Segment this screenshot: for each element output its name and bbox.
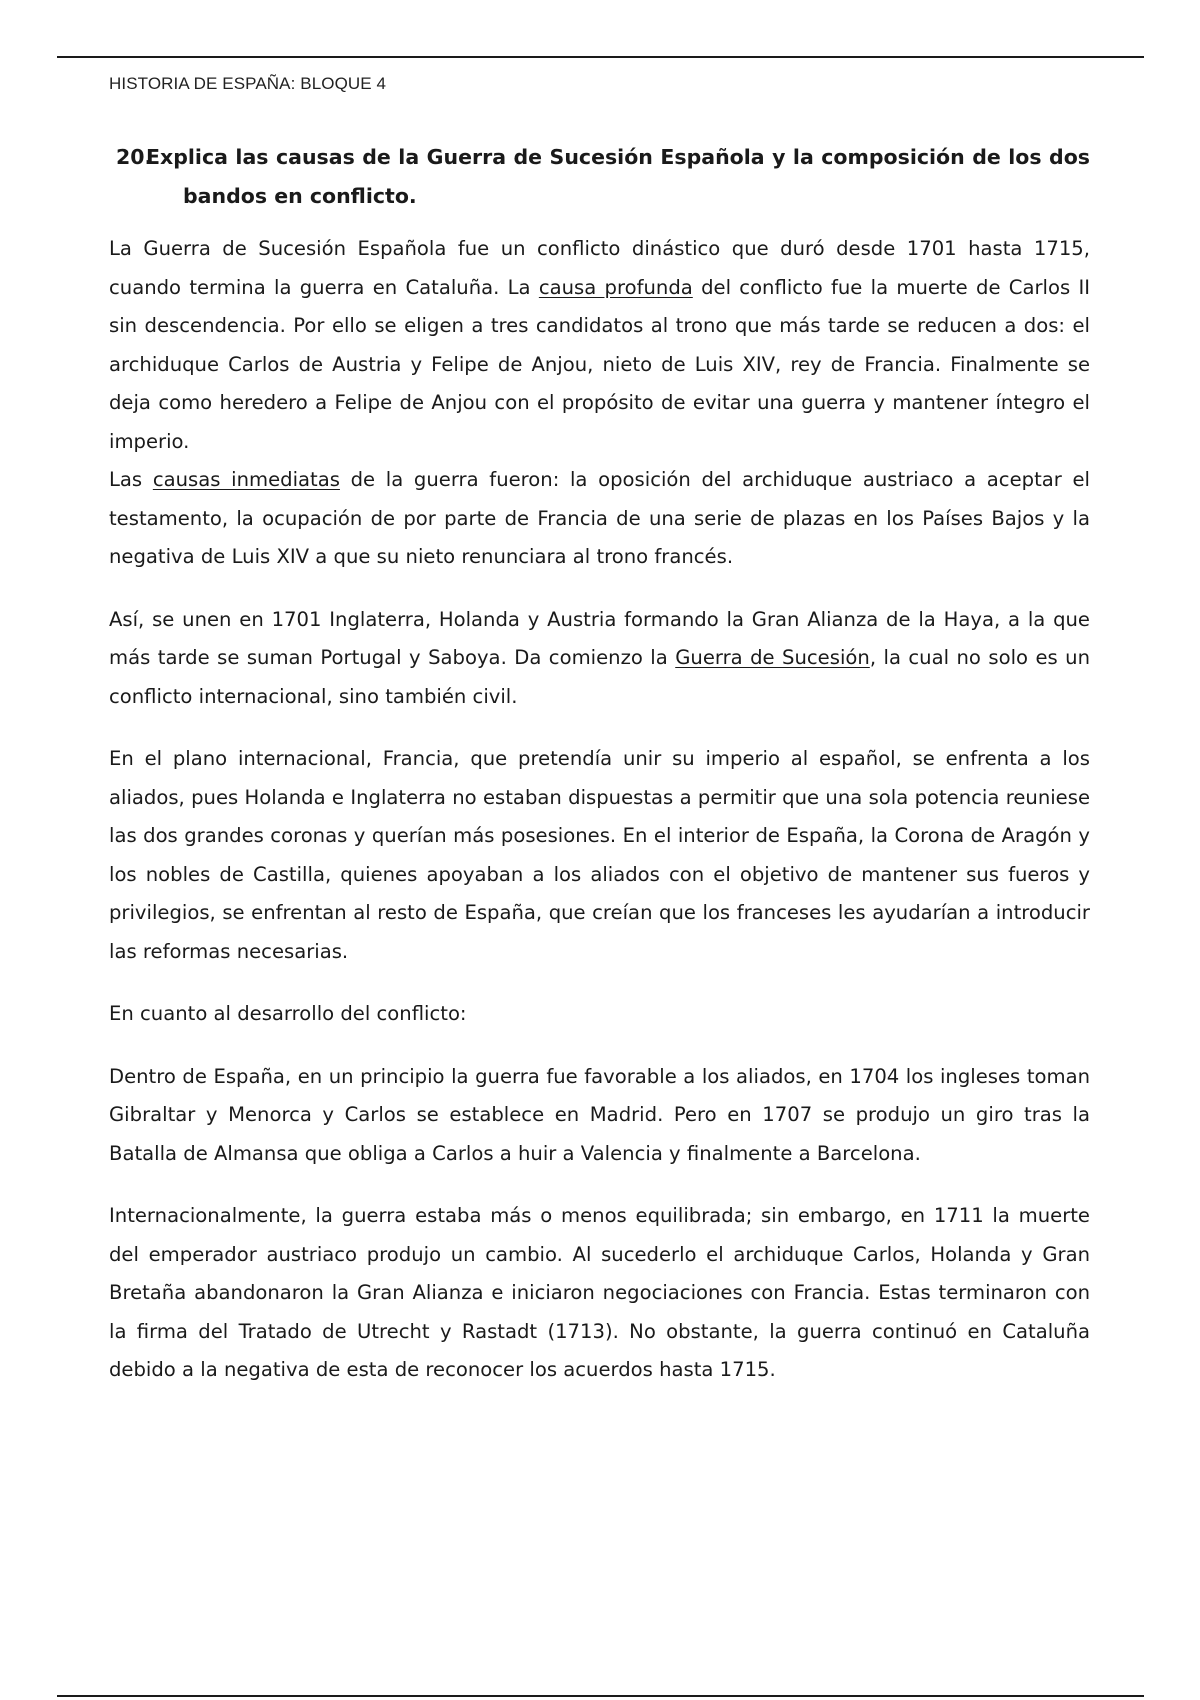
question-heading xyxy=(109,138,1090,216)
footer-rule xyxy=(57,1695,1144,1697)
running-header: HISTORIA DE ESPAÑA: BLOQUE 4 xyxy=(109,74,387,93)
question-text: Explica las causas de la Guerra de Sucesión Española y la composición de los dos bandos en conflicto. xyxy=(146,145,1090,208)
paragraph-gran-alianza: Así, se unen en 1701 Inglaterra, Holanda y Austria formando la Gran Alianza de la Haya, a la que más tarde se suman Portugal y Saboya. Da comienzo la Guerra de Sucesión, la cual no solo es un conflicto internacional, sino también civil. xyxy=(109,607,1091,708)
paragraph-causas-inmediatas: Las causas inmediatas de la guerra fueron: la oposición del archiduque austriaco a aceptar el testamento, la ocupación de por parte de Francia de una serie de plazas en los Países Bajos y la negativa de Luis XIV a que su nieto renunciara al trono francés. xyxy=(109,468,1090,568)
paragraph-plano-internacional: En el plano internacional, Francia, que pretendía unir su imperio al español, se enfrenta a los aliados, pues Holanda e Inglaterra no estaban dispuestas a permitir que una sola potencia reuniese las dos grandes coronas y querían más posesiones. En el interior de España, la Corona de Aragón y los nobles de Castilla, quienes apoyaban a los aliados con el objetivo de mantener sus fueros y privilegios, se enfrentan al resto de España, que creían que los franceses les ayudarían a introducir las reformas necesarias. xyxy=(109,747,1090,963)
paragraph-desarrollo: En cuanto al desarrollo del conflicto: xyxy=(109,1002,467,1025)
document-body xyxy=(109,138,1090,1414)
paragraph-causa-profunda: La Guerra de Sucesión Española fue un conflicto dinástico que duró desde 1701 hasta 1715, cuando termina la guerra en Cataluña. La causa profunda del conflicto fue la muerte de Carlos II sin descendencia. Por ello se eligen a tres candidatos al trono que más tarde se reducen a dos: el archiduque Carlos de Austria y Felipe de Anjou, nieto de Luis XIV, rey de Francia. Finalmente se deja como heredero a Felipe de Anjou con el propósito de evitar una guerra y mantener íntegro el imperio. xyxy=(109,237,1091,453)
underlined-term: Guerra de Sucesión xyxy=(675,646,870,669)
underlined-term: causas inmediatas xyxy=(152,468,340,491)
question-number: 20. xyxy=(116,145,153,169)
paragraph-internacionalmente: Internacionalmente, la guerra estaba más o menos equilibrada; sin embargo, en 1711 la muerte del emperador austriaco produjo un cambio. Al sucederlo el archiduque Carlos, Holanda y Gran Bretaña abandonaron la Gran Alianza e iniciaron negociaciones con Francia. Estas terminaron con la firma del Tratado de Utrecht y Rastadt (1713). No obstante, la guerra continuó en Cataluña debido a la negativa de esta de reconocer los acuerdos hasta 1715. xyxy=(109,1204,1090,1381)
paragraph-dentro-espana: Dentro de España, en un principio la guerra fue favorable a los aliados, en 1704 los ingleses toman Gibraltar y Menorca y Carlos se establece en Madrid. Pero en 1707 se produjo un giro tras la Batalla de Almansa que obliga a Carlos a huir a Valencia y finalmente a Barcelona. xyxy=(109,1064,1090,1165)
underlined-term: causa profunda xyxy=(538,275,693,299)
header-rule xyxy=(57,56,1144,58)
